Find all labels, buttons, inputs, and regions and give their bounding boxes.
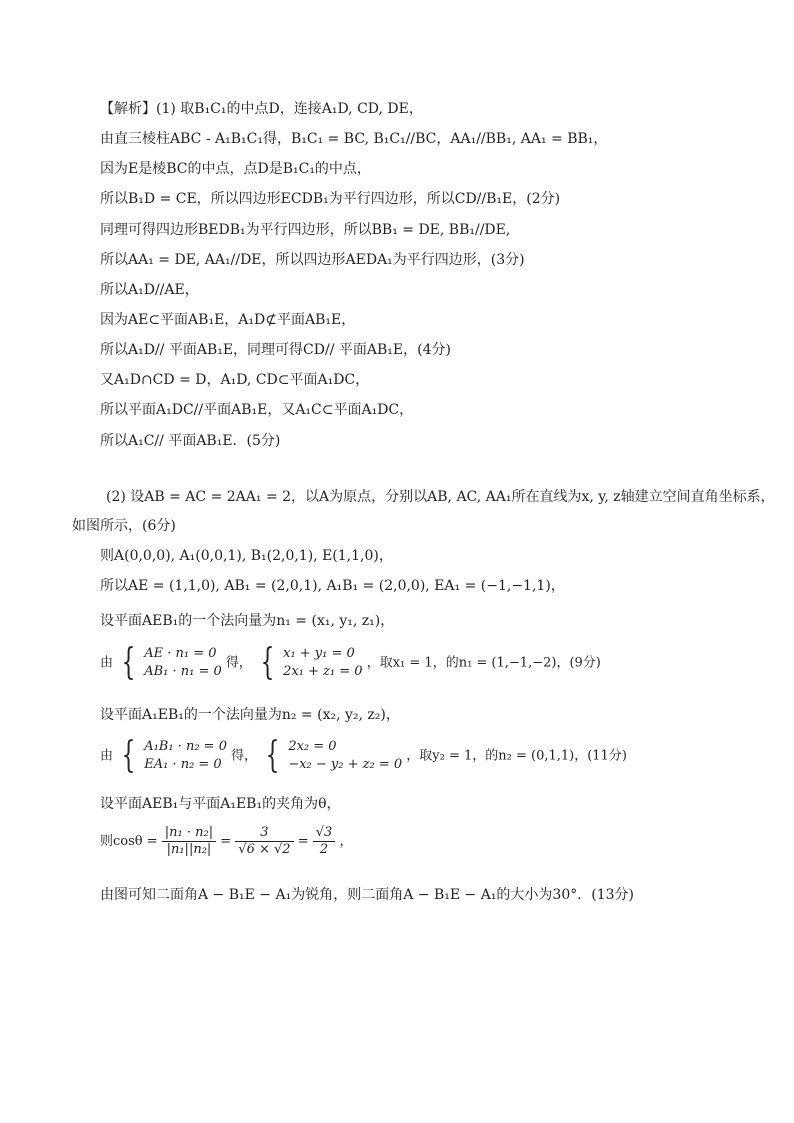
fraction-2-num: 3	[235, 825, 293, 842]
fraction-2	[235, 825, 293, 858]
solution-line-8: 因为AE⊂平面AB₁E，A₁D⊄平面AB₁E，	[100, 312, 356, 328]
system-2-eq-a: A₁B₁ · n₂ = 0	[144, 739, 227, 754]
left-brace-icon: {	[121, 735, 136, 776]
system-2-mid: 得，	[231, 748, 258, 764]
left-brace-icon: {	[260, 642, 275, 683]
cos-eq: =	[220, 834, 232, 849]
cosine-formula	[100, 825, 352, 858]
part2-line-4: 所以AE = (1,1,0), AB₁ = (2,0,1), A₁B₁ = (2,0,0), EA₁ = (−1,−1,1)，	[100, 578, 565, 594]
left-brace-icon: {	[121, 642, 136, 683]
part2-line-2: 如图所示，(6分)	[72, 518, 176, 534]
fraction-1	[162, 825, 216, 858]
fraction-3	[313, 825, 336, 858]
solution-line-4: 所以B₁D = CE，所以四边形ECDB₁为平行四边形，所以CD//B₁E，(2分)	[100, 191, 561, 207]
equation-system-1	[100, 642, 601, 683]
part2-line-1: (2) 设AB = AC = 2AA₁ = 2，以A为原点，分别以AB, AC, AA₁所在直线为x, y, z轴建立空间直角坐标系，	[106, 489, 775, 505]
solution-line-9: 所以A₁D// 平面AB₁E，同理可得CD// 平面AB₁E，(4分)	[100, 342, 451, 358]
system-2-eq-d: −x₂ − y₂ + z₂ = 0	[288, 757, 403, 772]
solution-line-10: 又A₁D∩CD = D，A₁D, CD⊂平面A₁DC，	[100, 372, 370, 388]
solution-line-7: 所以A₁D//AE，	[100, 282, 199, 298]
solution-line-2: 由直三棱柱ABC - A₁B₁C₁得，B₁C₁ = BC, B₁C₁//BC，AA₁//BB₁, AA₁ = BB₁，	[100, 131, 608, 147]
part2-line-8: 由图可知二面角A − B₁E − A₁为锐角，则二面角A − B₁E − A₁的大小为30°．(13分)	[100, 887, 634, 903]
system-1-eq-c: x₁ + y₁ = 0	[283, 646, 355, 661]
part2-line-7: 设平面AEB₁与平面A₁EB₁的夹角为θ，	[100, 796, 341, 812]
fraction-3-num: √3	[313, 825, 336, 842]
you-label: 由	[100, 748, 114, 764]
cos-lead: 则cosθ =	[100, 834, 158, 849]
solution-line-11: 所以平面A₁DC//平面AB₁E，又A₁C⊂平面A₁DC，	[100, 402, 414, 418]
system-1-right	[283, 645, 362, 681]
fraction-3-den: 2	[319, 842, 329, 857]
solution-line-3: 因为E是棱BC的中点，点D是B₁C₁的中点，	[100, 161, 371, 177]
system-1-mid: 得，	[225, 655, 252, 671]
system-1-eq-d: 2x₁ + z₁ = 0	[283, 664, 363, 679]
equation-system-2	[100, 735, 627, 776]
system-1-left	[144, 645, 222, 681]
solution-line-1: 【解析】(1) 取B₁C₁的中点D，连接A₁D, CD, DE，	[100, 101, 423, 117]
cos-eq-2: =	[297, 834, 309, 849]
part2-line-3: 则A(0,0,0), A₁(0,0,1), B₁(2,0,1), E(1,1,0)，	[100, 548, 393, 564]
left-brace-icon: {	[265, 735, 280, 776]
system-2-eq-b: EA₁ · n₂ = 0	[144, 757, 222, 772]
fraction-2-den: √6 × √2	[238, 842, 291, 857]
system-2-right	[288, 738, 402, 774]
system-1-eq-b: AB₁ · n₁ = 0	[144, 664, 222, 679]
cos-end: ，	[339, 834, 353, 849]
part2-line-5: 设平面AEB₁的一个法向量为n₁ = (x₁, y₁, z₁)，	[100, 613, 395, 629]
system-2-left	[144, 738, 227, 774]
fraction-1-num: |n₁ · n₂|	[162, 825, 216, 842]
system-2-end: ，取y₂ = 1，的n₂ = (0,1,1)，(11分)	[406, 748, 627, 764]
part2-line-6: 设平面A₁EB₁的一个法向量为n₂ = (x₂, y₂, z₂)，	[100, 707, 400, 723]
system-2-eq-c: 2x₂ = 0	[288, 739, 337, 754]
solution-line-12: 所以A₁C// 平面AB₁E．(5分)	[100, 433, 281, 449]
system-1-eq-a: AE · n₁ = 0	[144, 646, 217, 661]
solution-line-5: 同理可得四边形BEDB₁为平行四边形，所以BB₁ = DE, BB₁//DE,	[100, 222, 511, 238]
system-1-end: ，取x₁ = 1，的n₁ = (1,−1,−2)，(9分)	[366, 655, 601, 671]
fraction-1-den: |n₁||n₂|	[166, 842, 212, 857]
solution-line-6: 所以AA₁ = DE, AA₁//DE，所以四边形AEDA₁为平行四边形，(3分)	[100, 252, 525, 268]
you-label: 由	[100, 655, 114, 671]
